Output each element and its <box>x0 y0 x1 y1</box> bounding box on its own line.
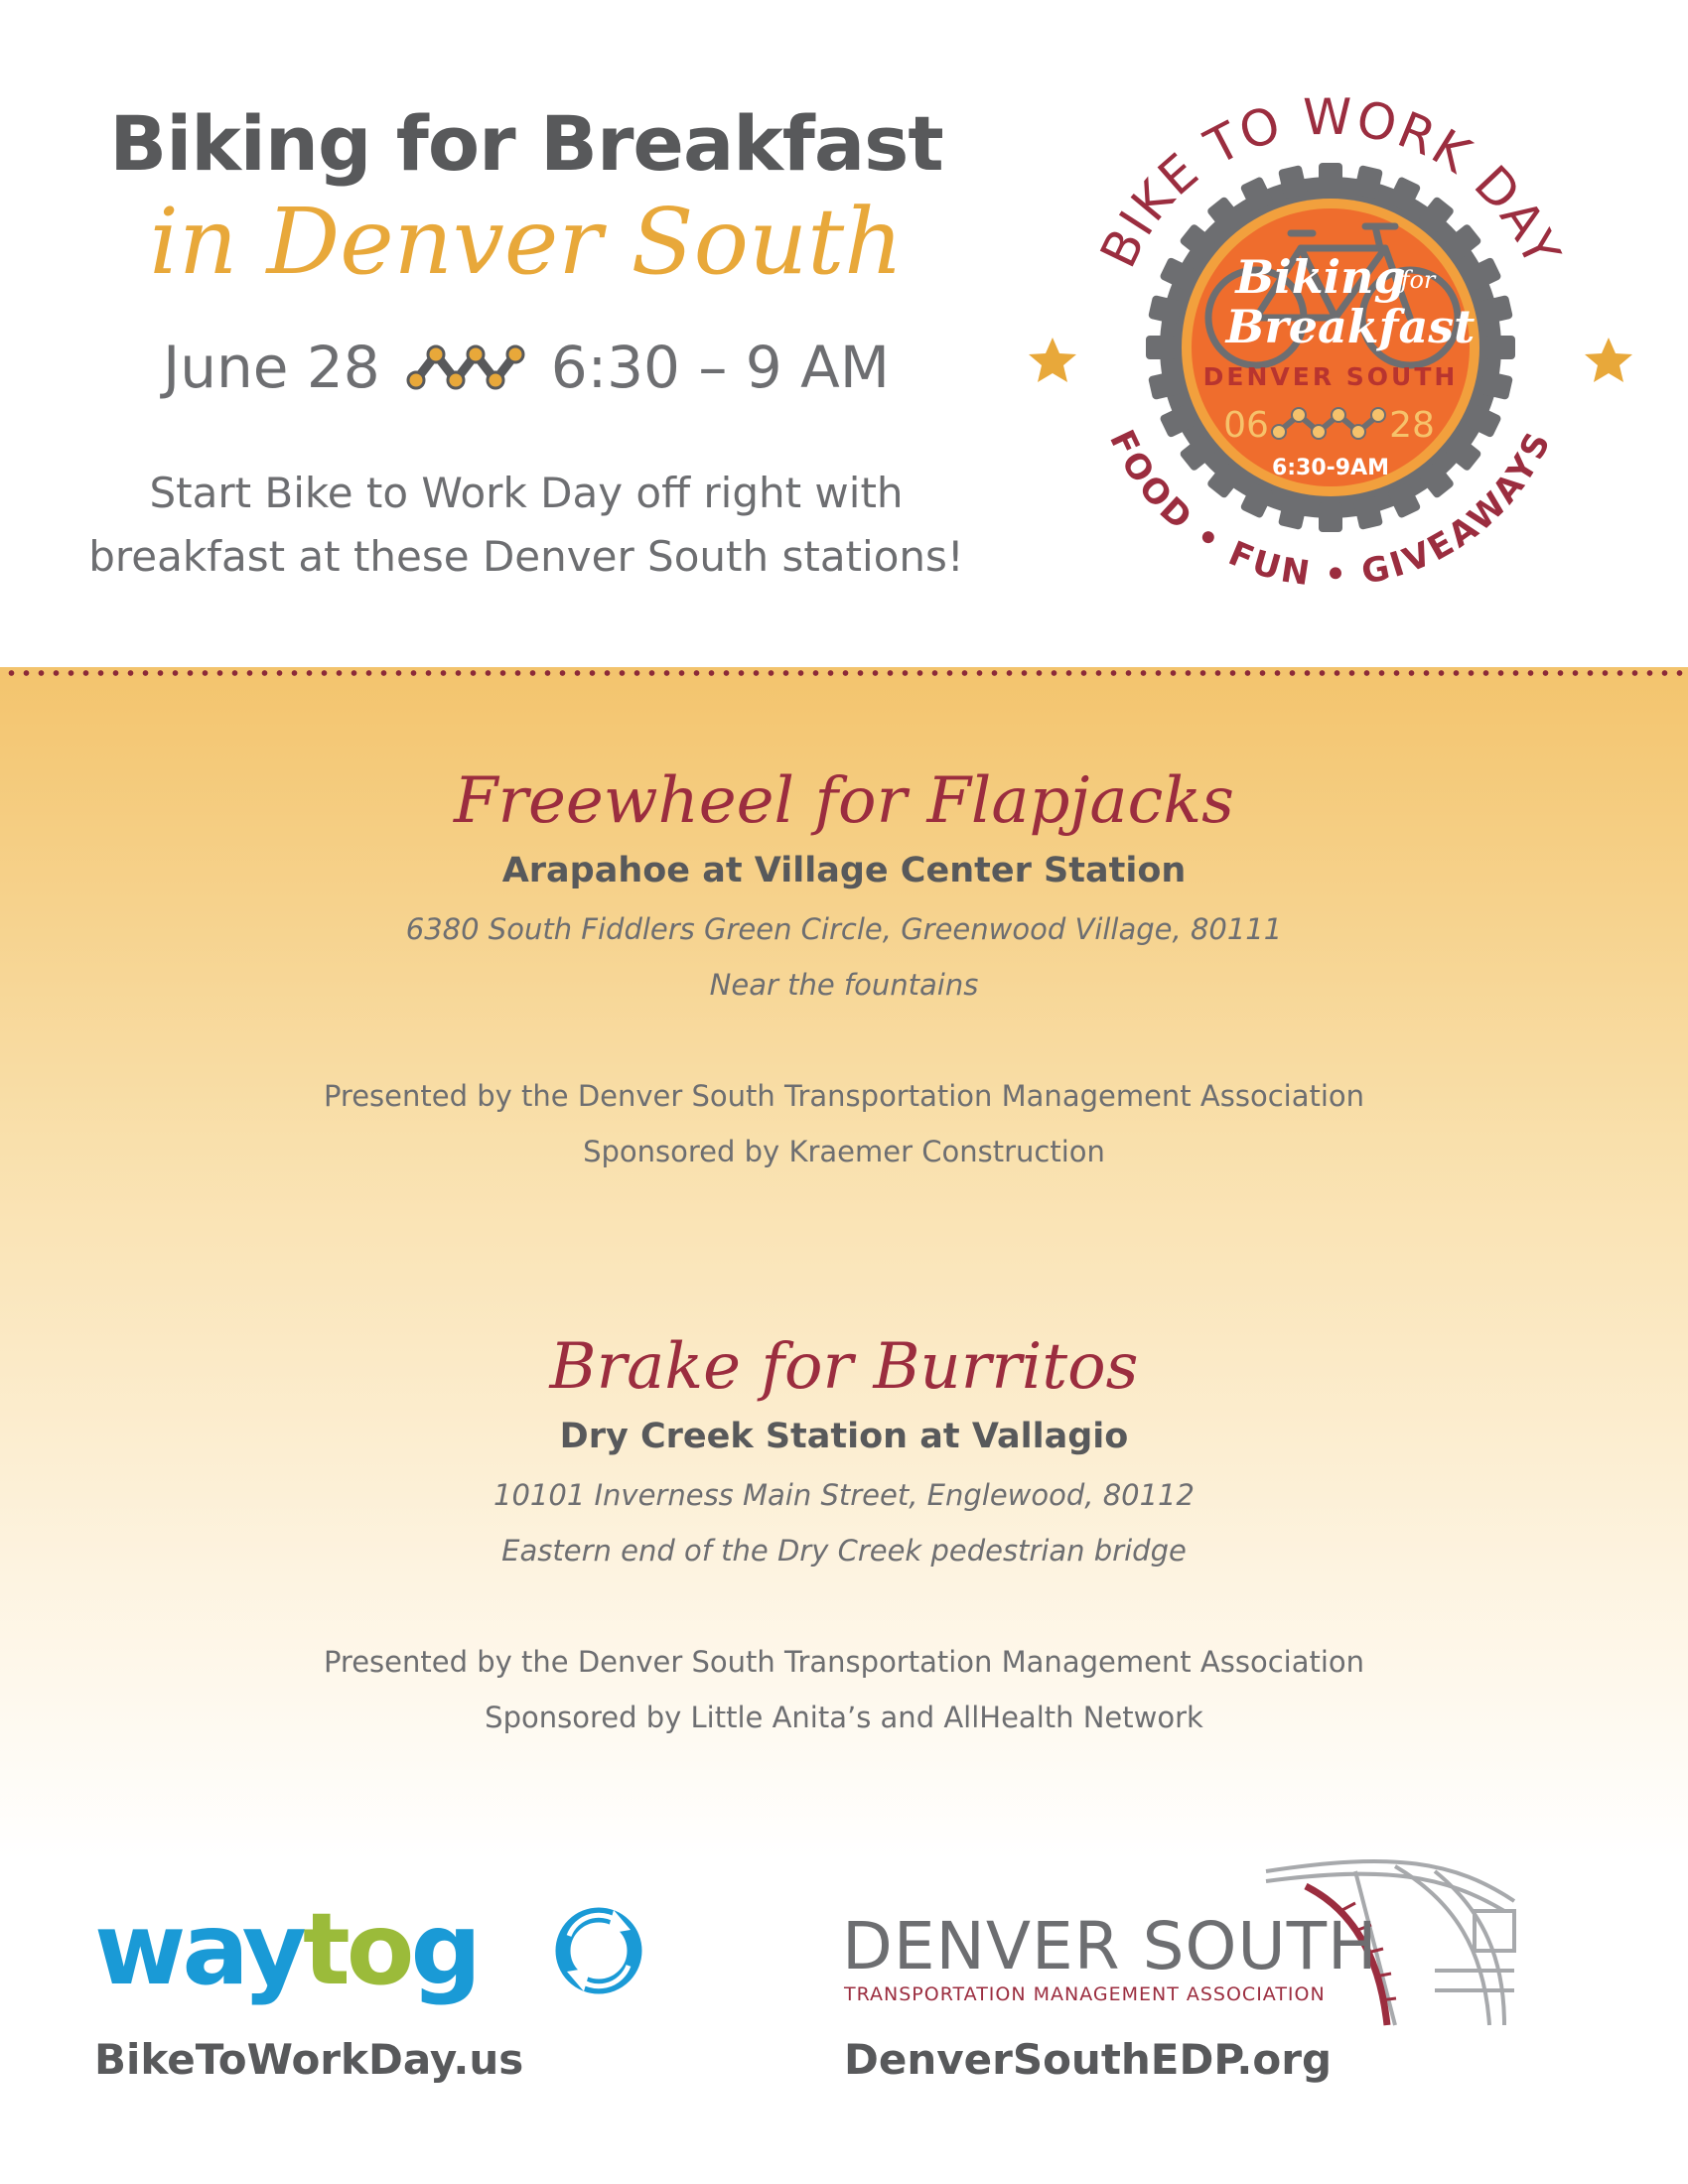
page-subtitle: in Denver South <box>149 189 904 295</box>
station-address: 6380 South Fiddlers Green Circle, Greenwood Village, 80111 <box>405 912 1283 946</box>
page-title: Biking for Breakfast <box>109 99 943 188</box>
event-time: 6:30 – 9 AM <box>550 334 890 401</box>
badge-day: 28 <box>1389 405 1435 446</box>
badge-script-breakfast: Breakfast <box>1225 300 1476 353</box>
star-icon <box>1585 338 1632 382</box>
station-note: Near the fountains <box>709 968 979 1002</box>
badge-arc-bottom: FOOD • FUN • GIVEAWAYS <box>1101 424 1560 596</box>
svg-text:waytog: waytog <box>94 1896 479 2005</box>
denversouth-url[interactable]: DenverSouthEDP.org <box>844 2035 1333 2084</box>
biketoworkday-url[interactable]: BikeToWorkDay.us <box>94 2035 524 2084</box>
bike-chain-icon <box>406 342 525 392</box>
station-presented-by: Presented by the Denver South Transportation Management Association <box>323 1079 1365 1113</box>
badge-time: 6:30-9AM <box>1271 456 1390 480</box>
station-note: Eastern end of the Dry Creek pedestrian bridge <box>501 1534 1187 1568</box>
station-card <box>149 756 1539 1179</box>
intro-line-2: breakfast at these Denver South stations! <box>88 532 964 581</box>
station-location: Arapahoe at Village Center Station <box>501 851 1187 890</box>
refresh-arrows-icon <box>563 1910 634 1991</box>
dotted-divider <box>0 667 1688 679</box>
badge-script-biking: Biking <box>1235 250 1406 304</box>
station-sponsored-by: Sponsored by Little Anita’s and AllHealth Network <box>485 1701 1203 1734</box>
event-date: June 28 <box>163 334 380 401</box>
badge-script-for: for <box>1400 266 1436 294</box>
date-time-line <box>79 328 973 407</box>
station-location: Dry Creek Station at Vallagio <box>559 1417 1129 1456</box>
station-card <box>149 1322 1539 1745</box>
station-sponsored-by: Sponsored by Kraemer Construction <box>583 1135 1105 1168</box>
waytogo-logo <box>94 1896 650 2005</box>
denver-south-tagline: TRANSPORTATION MANAGEMENT ASSOCIATION <box>844 1983 1326 2005</box>
station-presented-by: Presented by the Denver South Transportation Management Association <box>323 1645 1365 1679</box>
station-name: Brake for Burritos <box>549 1330 1139 1404</box>
station-name: Freewheel for Flapjacks <box>454 764 1234 838</box>
star-icon <box>1029 338 1076 382</box>
intro-text <box>79 462 973 589</box>
badge-arc-top: BIKE TO WORK DAY <box>1089 87 1572 277</box>
intro-line-1: Start Bike to Work Day off right with <box>149 469 904 517</box>
denver-south-name: DENVER SOUTH <box>842 1908 1378 1984</box>
station-address: 10101 Inverness Main Street, Englewood, 80112 <box>493 1478 1195 1512</box>
badge-month: 06 <box>1223 405 1269 446</box>
bike-to-work-day-badge <box>1023 50 1638 645</box>
badge-location: DENVER SOUTH <box>1202 362 1459 391</box>
